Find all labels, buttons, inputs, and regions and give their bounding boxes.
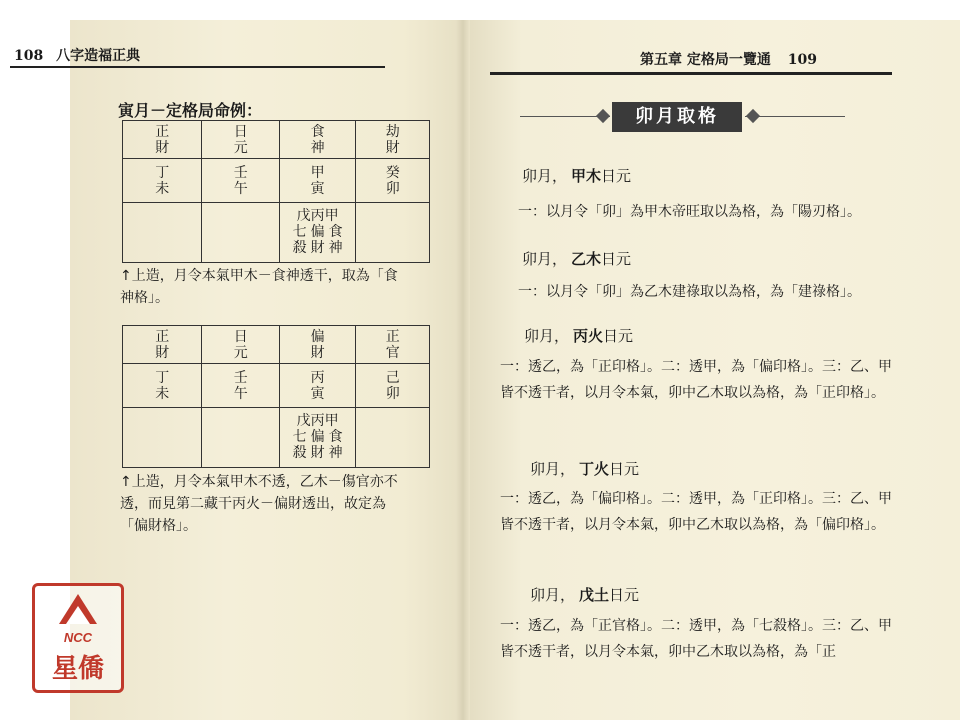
chart1-hidden-stems: 戊丙甲 — [296, 208, 339, 224]
chart2-stem-2: 壬 — [233, 369, 248, 386]
chart1-header-month: 日元 — [233, 123, 248, 156]
chart1-branch-4: 卯 — [385, 180, 400, 197]
chapter-label: 第五章 — [640, 52, 682, 68]
ncc-watermark-logo — [32, 583, 124, 693]
header-rule-right — [490, 72, 892, 75]
chart2-branch-3: 寅 — [310, 385, 325, 402]
chart1-branch-2: 午 — [233, 180, 248, 197]
chart1-header-hour: 劫財 — [385, 123, 400, 156]
entry-heading-wu: 卯月， 戊土日元 — [530, 586, 640, 604]
right-page-number: 109 — [787, 52, 817, 68]
chart2-branch-4: 卯 — [385, 385, 400, 402]
chart1-stem-3: 甲 — [310, 164, 325, 181]
watermark-latin: NCC — [63, 630, 93, 645]
left-running-header — [14, 45, 140, 65]
chart2-stem-1: 丁 — [155, 369, 170, 386]
example-title: 寅月－定格局命例： — [118, 101, 263, 120]
header-rule-left — [10, 66, 385, 68]
chart1-note: ↑上造，月令本氣甲木－食神透干，取為「食神格」。 — [120, 268, 398, 306]
bazi-chart-1 — [122, 120, 430, 263]
right-running-header — [640, 49, 817, 69]
left-page-number: 108 — [14, 48, 44, 64]
section-title: 卯月取格 — [612, 102, 742, 132]
entry-heading-yi: 卯月， 乙木日元 — [522, 250, 632, 268]
chart2-stem-3: 丙 — [310, 369, 325, 386]
chart1-stem-1: 丁 — [155, 164, 170, 181]
chart1-stem-2: 壬 — [233, 164, 248, 181]
chart2-hidden-gods: 七殺 偏財 食神 — [292, 429, 343, 461]
chart1-stem-4: 癸 — [385, 164, 400, 181]
left-running-title: 八字造福正典 — [56, 48, 141, 64]
entry-text-yi: 一：以月令「卯」為乙木建祿取以為格，為「建祿格」。 — [518, 284, 861, 300]
chart2-branch-1: 未 — [155, 385, 170, 402]
chart1-branch-1: 未 — [155, 180, 170, 197]
chart2-header-year: 正財 — [155, 328, 170, 361]
entry-heading-ding: 卯月， 丁火日元 — [530, 460, 640, 478]
entry-heading-jia: 卯月， 甲木日元 — [522, 167, 632, 185]
chart1-hidden-gods: 七殺 偏財 食神 — [292, 224, 343, 256]
chart2-branch-2: 午 — [233, 385, 248, 402]
entry-text-jia: 一：以月令「卯」為甲木帝旺取以為格，為「陽刃格」。 — [518, 204, 861, 220]
book-gutter — [456, 20, 470, 720]
chart2-note: ↑上造，月令本氣甲木不透，乙木－傷官亦不透，而見第二藏干丙火－偏財透出，故定為「偏財格」。 — [120, 474, 398, 534]
chart2-stem-4: 己 — [385, 369, 400, 386]
bazi-chart-2 — [122, 325, 430, 468]
chart2-header-month: 日元 — [233, 328, 248, 361]
chart1-header-year: 正財 — [155, 123, 170, 156]
chart2-header-day: 偏財 — [310, 328, 325, 361]
watermark-cjk: 星僑 — [51, 654, 104, 684]
entry-heading-bing: 卯月， 丙火日元 — [524, 327, 634, 345]
chapter-title: 定格局一覽通 — [686, 52, 771, 68]
chart1-header-day: 食神 — [310, 123, 325, 156]
entry-text-bing: 一：透乙，為「正印格」。二：透甲，為「偏印格」。三：乙、甲皆不透干者，以月令本氣，卯中乙木取以為格，為「正印格」。 — [500, 359, 892, 401]
chart2-hidden-stems: 戊丙甲 — [296, 413, 339, 429]
chart2-header-hour: 正官 — [385, 328, 400, 361]
entry-text-ding: 一：透乙，為「偏印格」。二：透甲，為「正印格」。三：乙、甲皆不透干者，以月令本氣，卯中乙木取以為格，為「偏印格」。 — [500, 491, 892, 533]
title-ornament-right — [745, 116, 845, 117]
entry-text-wu: 一：透乙，為「正官格」。二：透甲，為「七殺格」。三：乙、甲皆不透干者，以月令本氣，卯中乙木取以為格，為「正 — [500, 618, 892, 660]
chart1-branch-3: 寅 — [310, 180, 325, 197]
